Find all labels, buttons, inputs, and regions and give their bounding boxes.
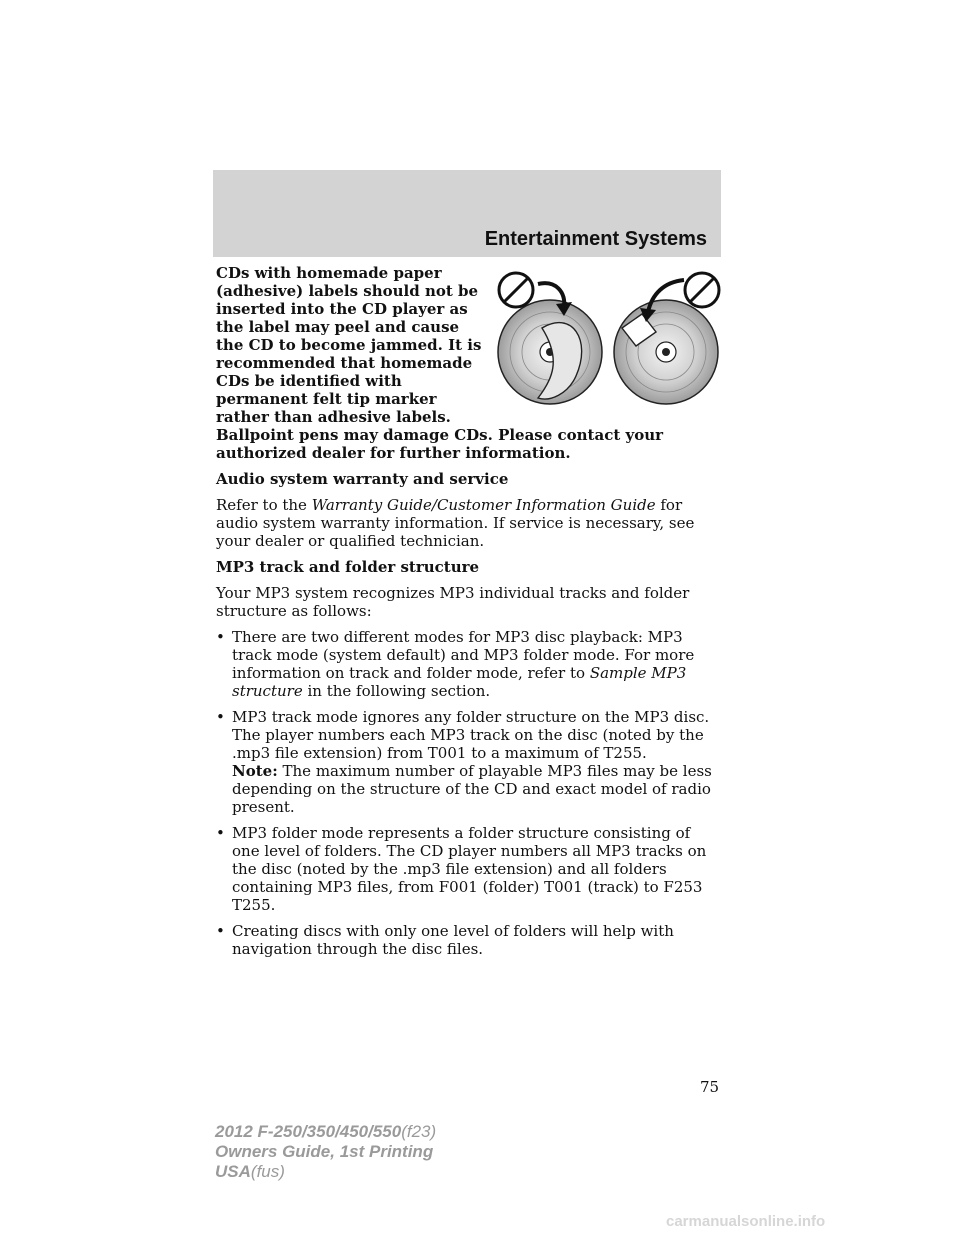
page-content [216,264,712,966]
footer-line-guide: Owners Guide, 1st Printing [215,1142,434,1161]
right-cd-icon [614,300,718,404]
bullet-track-mode [216,708,712,816]
bullet-text: MP3 folder mode represents a folder structure consisting of one level of folders. The CD player numbers all MP3 tracks on the disc (noted by the .mp3 file extension) and all folders containing MP3 files, from F001 (folder) T001 (track) to F253 T255. [232,824,707,914]
bullet-icon: • [216,824,225,842]
bullet-text-end: in the following section. [302,682,491,700]
footer-line-market [215,1162,436,1182]
section-title: Entertainment Systems [484,228,707,250]
warranty-text-after: for audio system warranty information. If service is necessary, see your dealer or qualified technician. [216,496,695,550]
footer-market: USA [215,1162,251,1181]
warranty-paragraph [216,496,712,550]
warranty-guide-reference: Warranty Guide/Customer Information Guide [311,496,656,514]
left-prohibition-icon [499,273,533,307]
cd-label-warning-illustration [494,270,722,408]
bullet-navigation-tip [216,922,712,958]
mp3-heading: MP3 track and folder structure [216,558,480,576]
bullet-text: There are two different modes for MP3 disc playback: MP3 track mode (system default) and MP3 folder mode. For more information on track and folder mode, refer to [232,628,695,682]
mp3-bullet-list [216,628,712,958]
note-label: Note: [232,762,278,780]
warranty-text-before: Refer to the [216,496,312,514]
footer-model-code: (f23) [401,1122,437,1141]
page-number: 75 [700,1078,720,1096]
watermark: carmanualsonline.info [666,1213,826,1230]
footer-model: 2012 F-250/350/450/550 [215,1122,402,1141]
bullet-icon: • [216,628,225,646]
bullet-folder-mode [216,824,712,914]
bullet-playback-modes [216,628,712,700]
left-cd-icon [498,300,602,404]
sample-structure-reference: Sample MP3 structure [232,664,687,700]
note-text: The maximum number of playable MP3 files may be less depending on the structure of the CD and exact model of radio present. [232,762,712,816]
warranty-heading: Audio system warranty and service [216,470,509,488]
bullet-icon: • [216,922,225,940]
bullet-icon: • [216,708,225,726]
bullet-text: Creating discs with only one level of folders will help with navigation through the disc files. [232,922,674,958]
right-prohibition-icon [685,273,719,307]
homemade-label-warning: CDs with homemade paper (adhesive) labels should not be inserted into the CD player as the label may peel and cause the CD to become jammed. It is recommended that homemade CDs be identified with permanent felt tip marker rather than adhesive labels. Ballpoint pens may damage CDs. Please contact your authorized dealer for further information. [216,264,664,462]
footer-line-model [215,1122,436,1142]
document-footer [215,1122,436,1182]
section-header-bar [213,170,721,257]
footer-market-code: (fus) [250,1162,285,1181]
bullet-text: MP3 track mode ignores any folder structure on the MP3 disc. The player numbers each MP3 track on the disc (noted by the .mp3 file extension) from T001 to a maximum of T255. [232,708,710,762]
mp3-intro: Your MP3 system recognizes MP3 individual tracks and folder structure as follows: [216,584,690,620]
